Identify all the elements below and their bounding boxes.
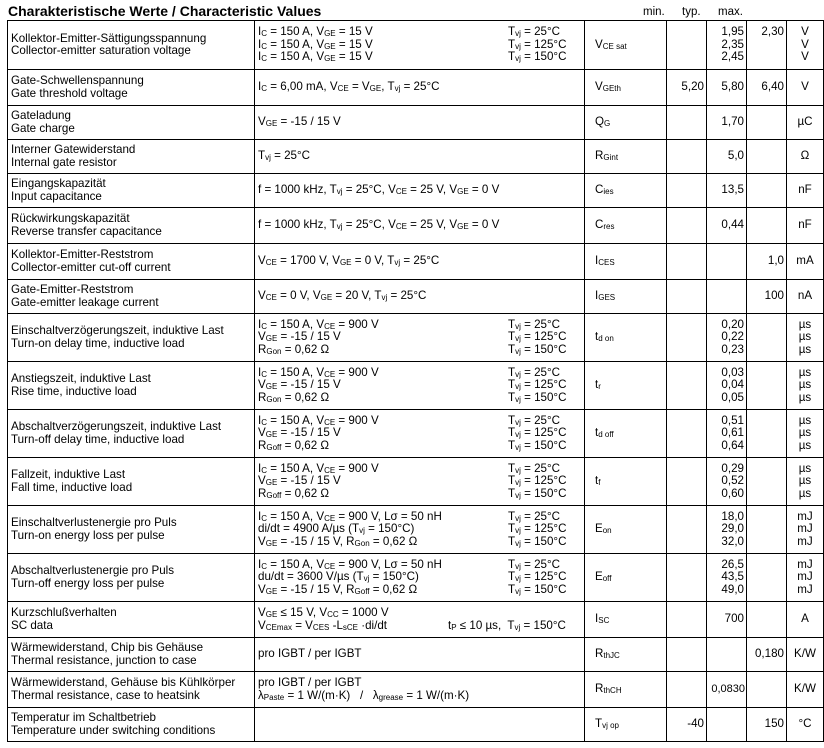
table-row bbox=[8, 638, 824, 672]
typ-line: 2,45 bbox=[721, 50, 744, 64]
symbol-display: $R_{Gint}$ bbox=[595, 149, 619, 163]
value-typ bbox=[707, 21, 747, 70]
max-line bbox=[750, 219, 784, 231]
value-unit bbox=[787, 602, 824, 638]
parameter-symbol bbox=[585, 554, 667, 602]
unit-line: µs bbox=[798, 461, 812, 475]
value-max bbox=[747, 672, 787, 708]
test-conditions: $V_{CE} = 0$ V, $V_{GE} = 20$ V, $T_{vj} = 25^\circ C$ bbox=[255, 280, 585, 314]
table-row bbox=[8, 362, 824, 410]
max-line bbox=[750, 427, 784, 439]
typ-line: 700 bbox=[724, 612, 744, 626]
typ-line: 5,0 bbox=[727, 149, 744, 163]
parameter-name-de: Einschaltverlustenergie pro Puls bbox=[11, 516, 177, 530]
unit-line: V bbox=[801, 25, 809, 39]
symbol-display: $C_{ies}$ bbox=[595, 183, 614, 197]
parameter-description bbox=[8, 70, 255, 106]
test-conditions: $I_C = 150$ A, $V_{CE} = 900$ V $T_{vj} = 25^\circ C$ $V_{GE} = -15 / 15$ V $T_{vj} = 125^\circ C$ $R_{Goff} = 0,62$ Ω $T_{vj} = 150^\circ C$ bbox=[255, 410, 585, 458]
parameter-symbol bbox=[585, 140, 667, 174]
parameter-name-en: Fall time, inductive load bbox=[11, 480, 133, 494]
parameter-name-de: Gateladung bbox=[11, 109, 71, 123]
parameter-symbol bbox=[585, 638, 667, 672]
value-typ bbox=[707, 458, 747, 506]
symbol-display: $t_{d off}$ bbox=[595, 426, 614, 440]
unit-line: mJ bbox=[797, 582, 813, 596]
value-typ bbox=[707, 362, 747, 410]
value-unit bbox=[787, 21, 824, 70]
parameter-symbol bbox=[585, 458, 667, 506]
max-line bbox=[750, 367, 784, 379]
parameter-symbol bbox=[585, 672, 667, 708]
typ-line: 0,61 bbox=[721, 426, 744, 440]
test-conditions: $T_{vj} = 25^\circ C$ bbox=[255, 140, 585, 174]
unit-line: µs bbox=[798, 365, 812, 379]
value-unit bbox=[787, 140, 824, 174]
value-typ bbox=[707, 602, 747, 638]
unit-line: Ω bbox=[800, 149, 810, 163]
parameter-name-de: Kollektor-Emitter-Reststrom bbox=[11, 248, 154, 262]
value-max bbox=[747, 140, 787, 174]
max-line bbox=[750, 488, 784, 500]
symbol-display: $E_{off}$ bbox=[595, 570, 612, 584]
unit-line: V bbox=[801, 50, 809, 64]
max-line bbox=[750, 184, 784, 196]
parameter-symbol bbox=[585, 362, 667, 410]
parameter-name-de: Rückwirkungskapazität bbox=[11, 212, 130, 226]
test-conditions: $I_C = 150$ A, $V_{CE} = 900$ V, Lσ = 50 nH $T_{vj} = 25^\circ C$ du/dt = 3600 V/µs $(T_{vj} = 150^\circ C)$ $T_{vj} = 125^\circ C$ $V_{GE} = -15 / 15$ V, $R_{Goff} = 0,62$ Ω $T_{vj} = 150^\circ C$ bbox=[255, 554, 585, 602]
max-line bbox=[750, 116, 784, 128]
value-typ bbox=[707, 244, 747, 280]
typ-line: 0,05 bbox=[721, 390, 744, 404]
typ-line: 0,22 bbox=[721, 330, 744, 344]
typ-line: 0,51 bbox=[721, 413, 744, 427]
unit-line: V bbox=[801, 37, 809, 51]
test-conditions: $I_C = 150$ A, $V_{CE} = 900$ V, Lσ = 50 nH $T_{vj} = 25^\circ C$ di/dt = 4900 A/µs $(T_{vj} = 150^\circ C)$ $T_{vj} = 125^\circ C$ $V_{GE} = -15 / 15$ V, $R_{Gon} = 0,62$ Ω $T_{vj} = 150^\circ C$ bbox=[255, 506, 585, 554]
unit-line: K/W bbox=[794, 647, 816, 661]
parameter-name-de: Anstiegszeit, induktive Last bbox=[11, 372, 151, 386]
parameter-name-de: Interner Gatewiderstand bbox=[11, 143, 136, 157]
max-line: 100 bbox=[764, 289, 784, 303]
symbol-display: $C_{res}$ bbox=[595, 218, 615, 232]
symbol-display: $T_{vj op}$ bbox=[595, 717, 619, 731]
value-unit bbox=[787, 672, 824, 708]
value-max bbox=[747, 506, 787, 554]
table-row bbox=[8, 708, 824, 742]
parameter-description bbox=[8, 602, 255, 638]
unit-line: µs bbox=[798, 426, 812, 440]
table-row bbox=[8, 140, 824, 174]
unit-line: µs bbox=[798, 438, 812, 452]
table-title: Charakteristische Werte / Characteristic Values bbox=[8, 3, 322, 19]
max-line bbox=[750, 150, 784, 162]
test-conditions: f = 1000 kHz, $T_{vj} = 25^\circ C$, $V_{CE} = 25$ V, $V_{GE} = 0$ V bbox=[255, 174, 585, 208]
unit-line: nF bbox=[798, 218, 812, 232]
symbol-display: $V_{CE sat}$ bbox=[595, 37, 627, 51]
value-unit bbox=[787, 174, 824, 208]
header-max: max. bbox=[718, 6, 743, 18]
value-typ bbox=[707, 106, 747, 140]
value-max bbox=[747, 70, 787, 106]
unit-line: A bbox=[801, 612, 809, 626]
unit-line: nF bbox=[798, 183, 812, 197]
unit-line: °C bbox=[798, 717, 812, 731]
unit-line: µs bbox=[798, 390, 812, 404]
parameter-symbol bbox=[585, 244, 667, 280]
symbol-display: $t_{d on}$ bbox=[595, 330, 614, 344]
parameter-name-en: Internal gate resistor bbox=[11, 155, 117, 169]
symbol-display: $I_{SC}$ bbox=[595, 612, 610, 626]
test-conditions: f = 1000 kHz, $T_{vj} = 25^\circ C$, $V_{CE} = 25$ V, $V_{GE} = 0$ V bbox=[255, 208, 585, 244]
parameter-description bbox=[8, 314, 255, 362]
parameter-description bbox=[8, 208, 255, 244]
table-row bbox=[8, 244, 824, 280]
typ-line: 1,95 bbox=[721, 25, 744, 39]
max-line bbox=[750, 613, 784, 625]
test-conditions: $V_{CE} = 1700$ V, $V_{GE} = 0$ V, $T_{vj} = 25^\circ C$ bbox=[255, 244, 585, 280]
table-row bbox=[8, 70, 824, 106]
parameter-description bbox=[8, 708, 255, 742]
table-row bbox=[8, 314, 824, 362]
typ-line: 49,0 bbox=[721, 582, 744, 596]
parameter-symbol bbox=[585, 21, 667, 70]
unit-line: mJ bbox=[797, 522, 813, 536]
table-row bbox=[8, 458, 824, 506]
unit-line: µs bbox=[798, 330, 812, 344]
value-max bbox=[747, 362, 787, 410]
test-conditions: pro IGBT / per IGBT $\lambda_{Paste} = 1$ $W/(m\cdot K) / \lambda_{grease} = 1$ W/(m·K) bbox=[255, 672, 585, 708]
typ-line: 2,35 bbox=[721, 37, 744, 51]
value-max bbox=[747, 21, 787, 70]
max-line bbox=[750, 536, 784, 548]
max-line bbox=[750, 379, 784, 391]
value-max bbox=[747, 280, 787, 314]
unit-line: mJ bbox=[797, 509, 813, 523]
unit-line: µs bbox=[798, 486, 812, 500]
max-line bbox=[750, 344, 784, 356]
unit-line: mJ bbox=[797, 570, 813, 584]
max-line: 6,40 bbox=[761, 80, 784, 94]
value-unit bbox=[787, 106, 824, 140]
value-typ bbox=[707, 554, 747, 602]
symbol-display: $t_f$ bbox=[595, 474, 601, 488]
value-typ bbox=[707, 638, 747, 672]
unit-line: µs bbox=[798, 317, 812, 331]
typ-line: 0,03 bbox=[721, 365, 744, 379]
typ-line: 0,60 bbox=[721, 486, 744, 500]
test-conditions bbox=[255, 708, 585, 742]
characteristics-table bbox=[7, 20, 824, 742]
parameter-symbol bbox=[585, 208, 667, 244]
parameter-name-en: Collector-emitter saturation voltage bbox=[11, 44, 191, 57]
unit-line: mA bbox=[796, 254, 814, 268]
typ-line: 0,44 bbox=[721, 218, 744, 232]
table-row bbox=[8, 672, 824, 708]
value-unit bbox=[787, 314, 824, 362]
max-line bbox=[750, 415, 784, 427]
parameter-name-en: Turn-off energy loss per pulse bbox=[11, 576, 165, 590]
value-min bbox=[667, 280, 707, 314]
table-row bbox=[8, 602, 824, 638]
parameter-description bbox=[8, 280, 255, 314]
typ-line: 32,0 bbox=[721, 534, 744, 548]
parameter-name-de: Einschaltverzögerungszeit, induktive Last bbox=[11, 324, 224, 338]
unit-line: µs bbox=[798, 342, 812, 356]
max-line bbox=[750, 683, 784, 695]
value-min bbox=[667, 554, 707, 602]
value-min: -40 bbox=[667, 708, 707, 742]
typ-line: 0,04 bbox=[721, 378, 744, 392]
parameter-symbol bbox=[585, 70, 667, 106]
parameter-description bbox=[8, 506, 255, 554]
parameter-name-en: Gate threshold voltage bbox=[11, 86, 128, 100]
value-min bbox=[667, 506, 707, 554]
test-conditions: $I_C = 150$ A, $V_{CE} = 900$ V $T_{vj} = 25^\circ C$ $V_{GE} = -15 / 15$ V $T_{vj} = 125^\circ C$ $R_{Gon} = 0,62$ Ω $T_{vj} = 150^\circ C$ bbox=[255, 314, 585, 362]
value-min bbox=[667, 21, 707, 70]
parameter-description bbox=[8, 672, 255, 708]
parameter-name-en: Thermal resistance, case to heatsink bbox=[11, 688, 200, 702]
parameter-symbol bbox=[585, 410, 667, 458]
typ-line: 0,64 bbox=[721, 438, 744, 452]
typ-line: 26,5 bbox=[721, 557, 744, 571]
parameter-name-en: Rise time, inductive load bbox=[11, 384, 137, 398]
parameter-name-de: Gate-Schwellenspannung bbox=[11, 74, 144, 88]
parameter-description bbox=[8, 21, 255, 70]
value-min bbox=[667, 458, 707, 506]
value-unit bbox=[787, 208, 824, 244]
symbol-display: $I_{CES}$ bbox=[595, 254, 615, 268]
max-line bbox=[750, 39, 784, 51]
typ-line bbox=[710, 648, 744, 660]
value-unit bbox=[787, 70, 824, 106]
max-line bbox=[750, 331, 784, 343]
parameter-name-de: Kollektor-Emitter-Sättigungsspannung bbox=[11, 31, 207, 45]
max-line bbox=[750, 51, 784, 63]
value-max bbox=[747, 106, 787, 140]
typ-line: 18,0 bbox=[721, 509, 744, 523]
value-unit bbox=[787, 506, 824, 554]
value-unit bbox=[787, 638, 824, 672]
parameter-symbol bbox=[585, 602, 667, 638]
typ-line bbox=[710, 255, 744, 267]
value-min bbox=[667, 208, 707, 244]
value-max bbox=[747, 554, 787, 602]
value-min: 5,20 bbox=[667, 70, 707, 106]
table-row bbox=[8, 21, 824, 70]
max-line: 150 bbox=[764, 717, 784, 731]
typ-line bbox=[710, 290, 744, 302]
value-min bbox=[667, 672, 707, 708]
value-typ bbox=[707, 208, 747, 244]
parameter-description bbox=[8, 458, 255, 506]
parameter-name-de: Temperatur im Schaltbetrieb bbox=[11, 711, 156, 725]
test-conditions: $V_{GE} \le 15$ V, $V_{CC} = 1000$ V $V_{CEmax} = V_{CES}$ $-L_{sCE} \cdot di/dt$ $t_P \le 10$ µs, $T_{vj} = 150^\circ C$ bbox=[255, 602, 585, 638]
typ-line: 0,20 bbox=[721, 317, 744, 331]
value-unit bbox=[787, 410, 824, 458]
parameter-name-en: Turn-off delay time, inductive load bbox=[11, 432, 185, 446]
max-line bbox=[750, 475, 784, 487]
value-min bbox=[667, 174, 707, 208]
value-min bbox=[667, 410, 707, 458]
parameter-name-en: SC data bbox=[11, 618, 53, 632]
max-line bbox=[750, 463, 784, 475]
parameter-name-de: Kurzschlußverhalten bbox=[11, 606, 117, 620]
header-typ: typ. bbox=[682, 6, 701, 18]
parameter-symbol bbox=[585, 106, 667, 140]
table-row bbox=[8, 410, 824, 458]
value-typ bbox=[707, 672, 747, 708]
value-unit bbox=[787, 708, 824, 742]
max-line bbox=[750, 571, 784, 583]
value-max bbox=[747, 458, 787, 506]
max-line: 0,180 bbox=[754, 647, 784, 661]
test-conditions: $I_C = 150$ A, $V_{GE} = 15$ V $T_{vj} = 25^\circ C$ $I_C = 150$ A, $V_{GE} = 15$ V $T_{vj} = 125^\circ C$ $I_C = 150$ A, $V_{GE} = 15$ V $T_{vj} = 150^\circ C$ bbox=[255, 21, 585, 70]
value-min bbox=[667, 314, 707, 362]
table-row bbox=[8, 554, 824, 602]
typ-line: 0,29 bbox=[721, 461, 744, 475]
typ-line bbox=[710, 718, 744, 730]
value-typ bbox=[707, 506, 747, 554]
parameter-name-en: Turn-on delay time, inductive load bbox=[11, 336, 185, 350]
parameter-symbol bbox=[585, 174, 667, 208]
typ-line: 1,70 bbox=[721, 115, 744, 129]
parameter-name-en: Turn-on energy loss per pulse bbox=[11, 528, 165, 542]
value-unit bbox=[787, 458, 824, 506]
test-conditions: $I_C = 150$ A, $V_{CE} = 900$ V $T_{vj} = 25^\circ C$ $V_{GE} = -15 / 15$ V $T_{vj} = 125^\circ C$ $R_{Gon} = 0,62$ Ω $T_{vj} = 150^\circ C$ bbox=[255, 362, 585, 410]
table-row bbox=[8, 174, 824, 208]
parameter-name-en: Input capacitance bbox=[11, 189, 102, 203]
value-typ bbox=[707, 140, 747, 174]
unit-line: µs bbox=[798, 474, 812, 488]
symbol-display: $E_{on}$ bbox=[595, 522, 612, 536]
max-line bbox=[750, 440, 784, 452]
table-row bbox=[8, 106, 824, 140]
parameter-description bbox=[8, 140, 255, 174]
value-typ bbox=[707, 174, 747, 208]
parameter-name-en: Thermal resistance, junction to case bbox=[11, 653, 197, 667]
max-line bbox=[750, 584, 784, 596]
value-typ bbox=[707, 410, 747, 458]
value-max bbox=[747, 410, 787, 458]
symbol-display: $R_{thCH}$ bbox=[595, 682, 622, 696]
unit-line: mJ bbox=[797, 557, 813, 571]
typ-line: 43,5 bbox=[721, 570, 744, 584]
max-line: 1,0 bbox=[767, 254, 784, 268]
parameter-name-de: Gate-Emitter-Reststrom bbox=[11, 283, 134, 297]
table-row bbox=[8, 506, 824, 554]
value-typ bbox=[707, 70, 747, 106]
max-line: 2,30 bbox=[761, 25, 784, 39]
value-typ bbox=[707, 314, 747, 362]
value-max bbox=[747, 314, 787, 362]
typ-line: 0,52 bbox=[721, 474, 744, 488]
parameter-name-en: Gate charge bbox=[11, 121, 75, 135]
parameter-name-en: Gate-emitter leakage current bbox=[11, 295, 159, 309]
value-max bbox=[747, 208, 787, 244]
parameter-symbol bbox=[585, 708, 667, 742]
value-unit bbox=[787, 280, 824, 314]
parameter-name-de: Wärmewiderstand, Chip bis Gehäuse bbox=[11, 641, 204, 655]
max-line bbox=[750, 523, 784, 535]
max-line bbox=[750, 511, 784, 523]
test-conditions: pro IGBT / per IGBT bbox=[255, 638, 585, 672]
parameter-description bbox=[8, 362, 255, 410]
typ-line: 13,5 bbox=[721, 183, 744, 197]
parameter-symbol bbox=[585, 314, 667, 362]
value-typ bbox=[707, 708, 747, 742]
unit-line: K/W bbox=[794, 682, 816, 696]
unit-line: µC bbox=[797, 115, 813, 129]
value-max bbox=[747, 638, 787, 672]
typ-line: 5,80 bbox=[721, 80, 744, 94]
parameter-name-en: Temperature under switching conditions bbox=[11, 723, 216, 737]
parameter-description bbox=[8, 244, 255, 280]
unit-line: V bbox=[801, 80, 809, 94]
symbol-display: $Q_G$ bbox=[595, 115, 611, 129]
max-line bbox=[750, 559, 784, 571]
value-max bbox=[747, 708, 787, 742]
unit-line: nA bbox=[797, 289, 813, 303]
symbol-display: $R_{thJC}$ bbox=[595, 647, 620, 661]
symbol-display: $I_{GES}$ bbox=[595, 289, 616, 303]
symbol-display: $V_{GEth}$ bbox=[595, 80, 621, 94]
test-conditions: $I_C = 6,00$ mA, $V_{CE} = V_{GE}$, $T_{vj} = 25^\circ C$ bbox=[255, 70, 585, 106]
unit-line: mJ bbox=[797, 534, 813, 548]
table-row bbox=[8, 280, 824, 314]
parameter-name-de: Abschaltverlustenergie pro Puls bbox=[11, 564, 175, 578]
value-min bbox=[667, 362, 707, 410]
max-line bbox=[750, 392, 784, 404]
value-min bbox=[667, 244, 707, 280]
parameter-description bbox=[8, 174, 255, 208]
parameter-description bbox=[8, 554, 255, 602]
typ-line: 0,23 bbox=[721, 342, 744, 356]
typ-line: 29,0 bbox=[721, 522, 744, 536]
parameter-symbol bbox=[585, 280, 667, 314]
value-unit bbox=[787, 244, 824, 280]
test-conditions: $V_{GE} = -15 / 15$ V bbox=[255, 106, 585, 140]
parameter-description bbox=[8, 106, 255, 140]
parameter-name-de: Abschaltverzögerungszeit, induktive Last bbox=[11, 420, 222, 434]
value-max bbox=[747, 602, 787, 638]
header-min: min. bbox=[643, 6, 665, 18]
parameter-name-de: Wärmewiderstand, Gehäuse bis Kühlkörper bbox=[11, 676, 236, 690]
value-min bbox=[667, 638, 707, 672]
value-unit bbox=[787, 362, 824, 410]
test-conditions: $I_C = 150$ A, $V_{CE} = 900$ V $T_{vj} = 25^\circ C$ $V_{GE} = -15 / 15$ V $T_{vj} = 125^\circ C$ $R_{Goff} = 0,62$ Ω $T_{vj} = 150^\circ C$ bbox=[255, 458, 585, 506]
symbol-display: $t_r$ bbox=[595, 378, 601, 392]
unit-line: µs bbox=[798, 413, 812, 427]
parameter-name-en: Collector-emitter cut-off current bbox=[11, 260, 171, 274]
parameter-name-de: Eingangskapazität bbox=[11, 177, 106, 191]
value-typ bbox=[707, 280, 747, 314]
value-max bbox=[747, 244, 787, 280]
parameter-name-en: Reverse transfer capacitance bbox=[11, 224, 162, 238]
parameter-name-de: Fallzeit, induktive Last bbox=[11, 468, 126, 482]
parameter-symbol bbox=[585, 506, 667, 554]
value-max bbox=[747, 174, 787, 208]
max-line bbox=[750, 319, 784, 331]
value-min bbox=[667, 106, 707, 140]
table-row bbox=[8, 208, 824, 244]
typ-line: 0,0830 bbox=[711, 683, 745, 696]
unit-line: µs bbox=[798, 378, 812, 392]
value-unit bbox=[787, 554, 824, 602]
value-min bbox=[667, 602, 707, 638]
value-min bbox=[667, 140, 707, 174]
parameter-description bbox=[8, 410, 255, 458]
parameter-description bbox=[8, 638, 255, 672]
